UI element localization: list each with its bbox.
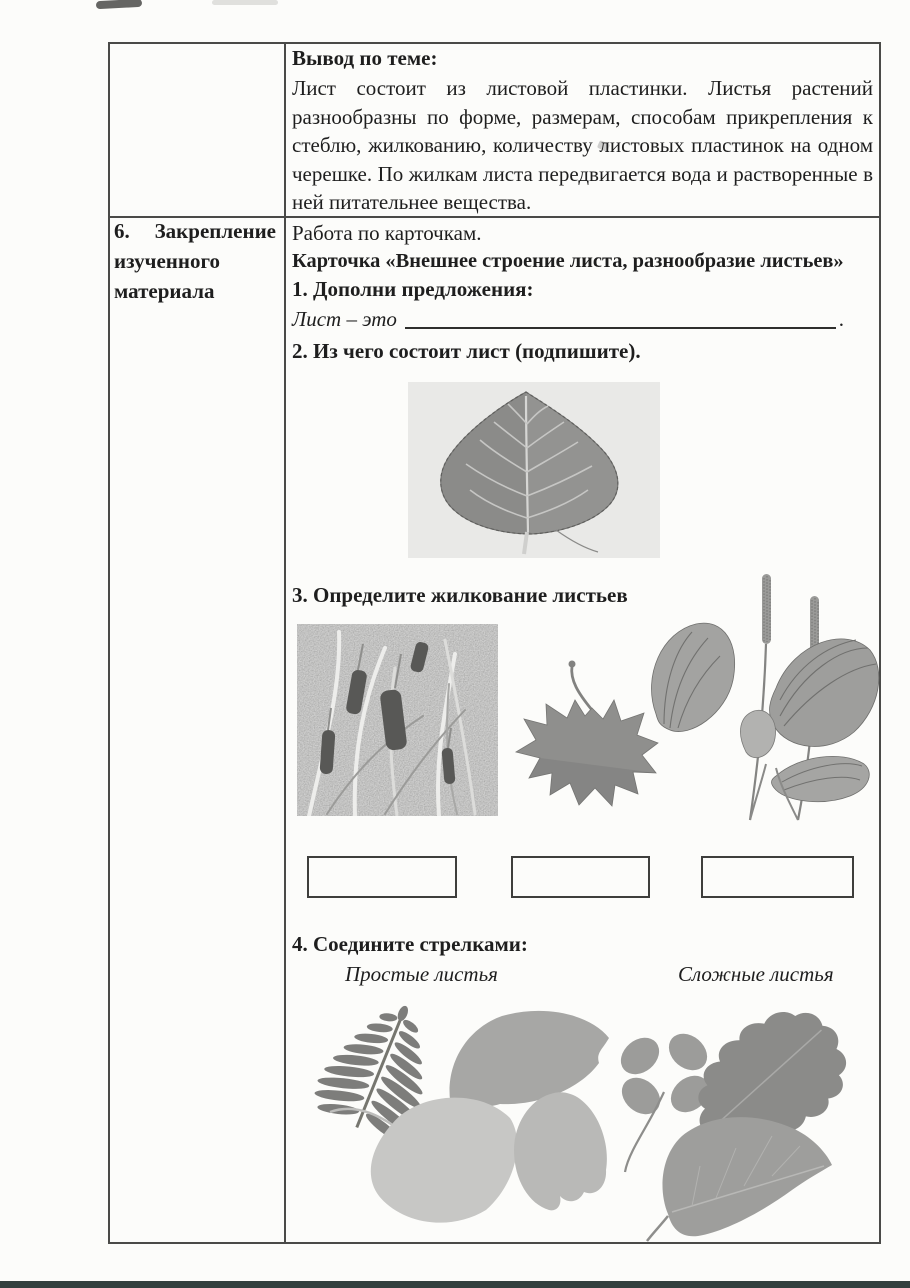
task4-label: 4. Соедините стрелками:: [292, 932, 528, 956]
table-column-divider: [284, 44, 286, 1242]
scan-artifact: [212, 0, 278, 5]
birch-leaf: [647, 1117, 832, 1241]
scanner-edge-strip: [0, 1281, 910, 1288]
plantain-plant-figure: [626, 568, 880, 824]
venation-answer-box-1: [307, 856, 457, 898]
stage-title-line-3: материала: [114, 279, 215, 303]
venation-answer-box-2: [511, 856, 650, 898]
scan-artifact: [96, 0, 142, 9]
task1-sentence: [292, 305, 844, 332]
task2-label: 2. Из чего состоит лист (подпишите).: [292, 339, 641, 363]
stage-title-word-1: Закрепление: [154, 219, 276, 243]
leaf-collage-figure: [300, 1000, 860, 1244]
stage-number: 6.: [114, 219, 130, 243]
summary-heading: Вывод по теме:: [292, 46, 438, 70]
cattail-reeds-photo: [297, 624, 498, 816]
ginkgo-leaf-mid: [514, 1092, 607, 1210]
stage-title-line-2: изученного: [114, 249, 220, 273]
task3-label: 3. Определите жилкование листьев: [292, 583, 628, 607]
task4-option-simple: Простые листья: [345, 962, 498, 986]
task1-period: .: [838, 307, 844, 331]
card-work-intro: Работа по карточкам.: [292, 221, 482, 245]
stage-title-line-1: [114, 219, 276, 244]
task1-label: 1. Дополни предложения:: [292, 277, 534, 301]
summary-paragraph: Лист состоит из листовой пластинки. Листья растений разнообразны по форме, размерам, способам прикрепления к стеблю, жилкованию, количеству листовых пластинок на одном черешке. По жилкам листа передвигается вода и растворенные в ней питательнее вещества.: [292, 76, 873, 214]
answer-blank-line: [405, 305, 836, 329]
ginkgo-leaf-left: [330, 1098, 517, 1223]
leaf-structure-figure: [408, 382, 660, 558]
task1-prompt: Лист – это: [292, 307, 397, 331]
task4-option-compound: Сложные листья: [678, 962, 834, 986]
venation-answer-box-3: [701, 856, 854, 898]
card-title: Карточка «Внешнее строение листа, разнообразие листьев»: [292, 250, 844, 272]
